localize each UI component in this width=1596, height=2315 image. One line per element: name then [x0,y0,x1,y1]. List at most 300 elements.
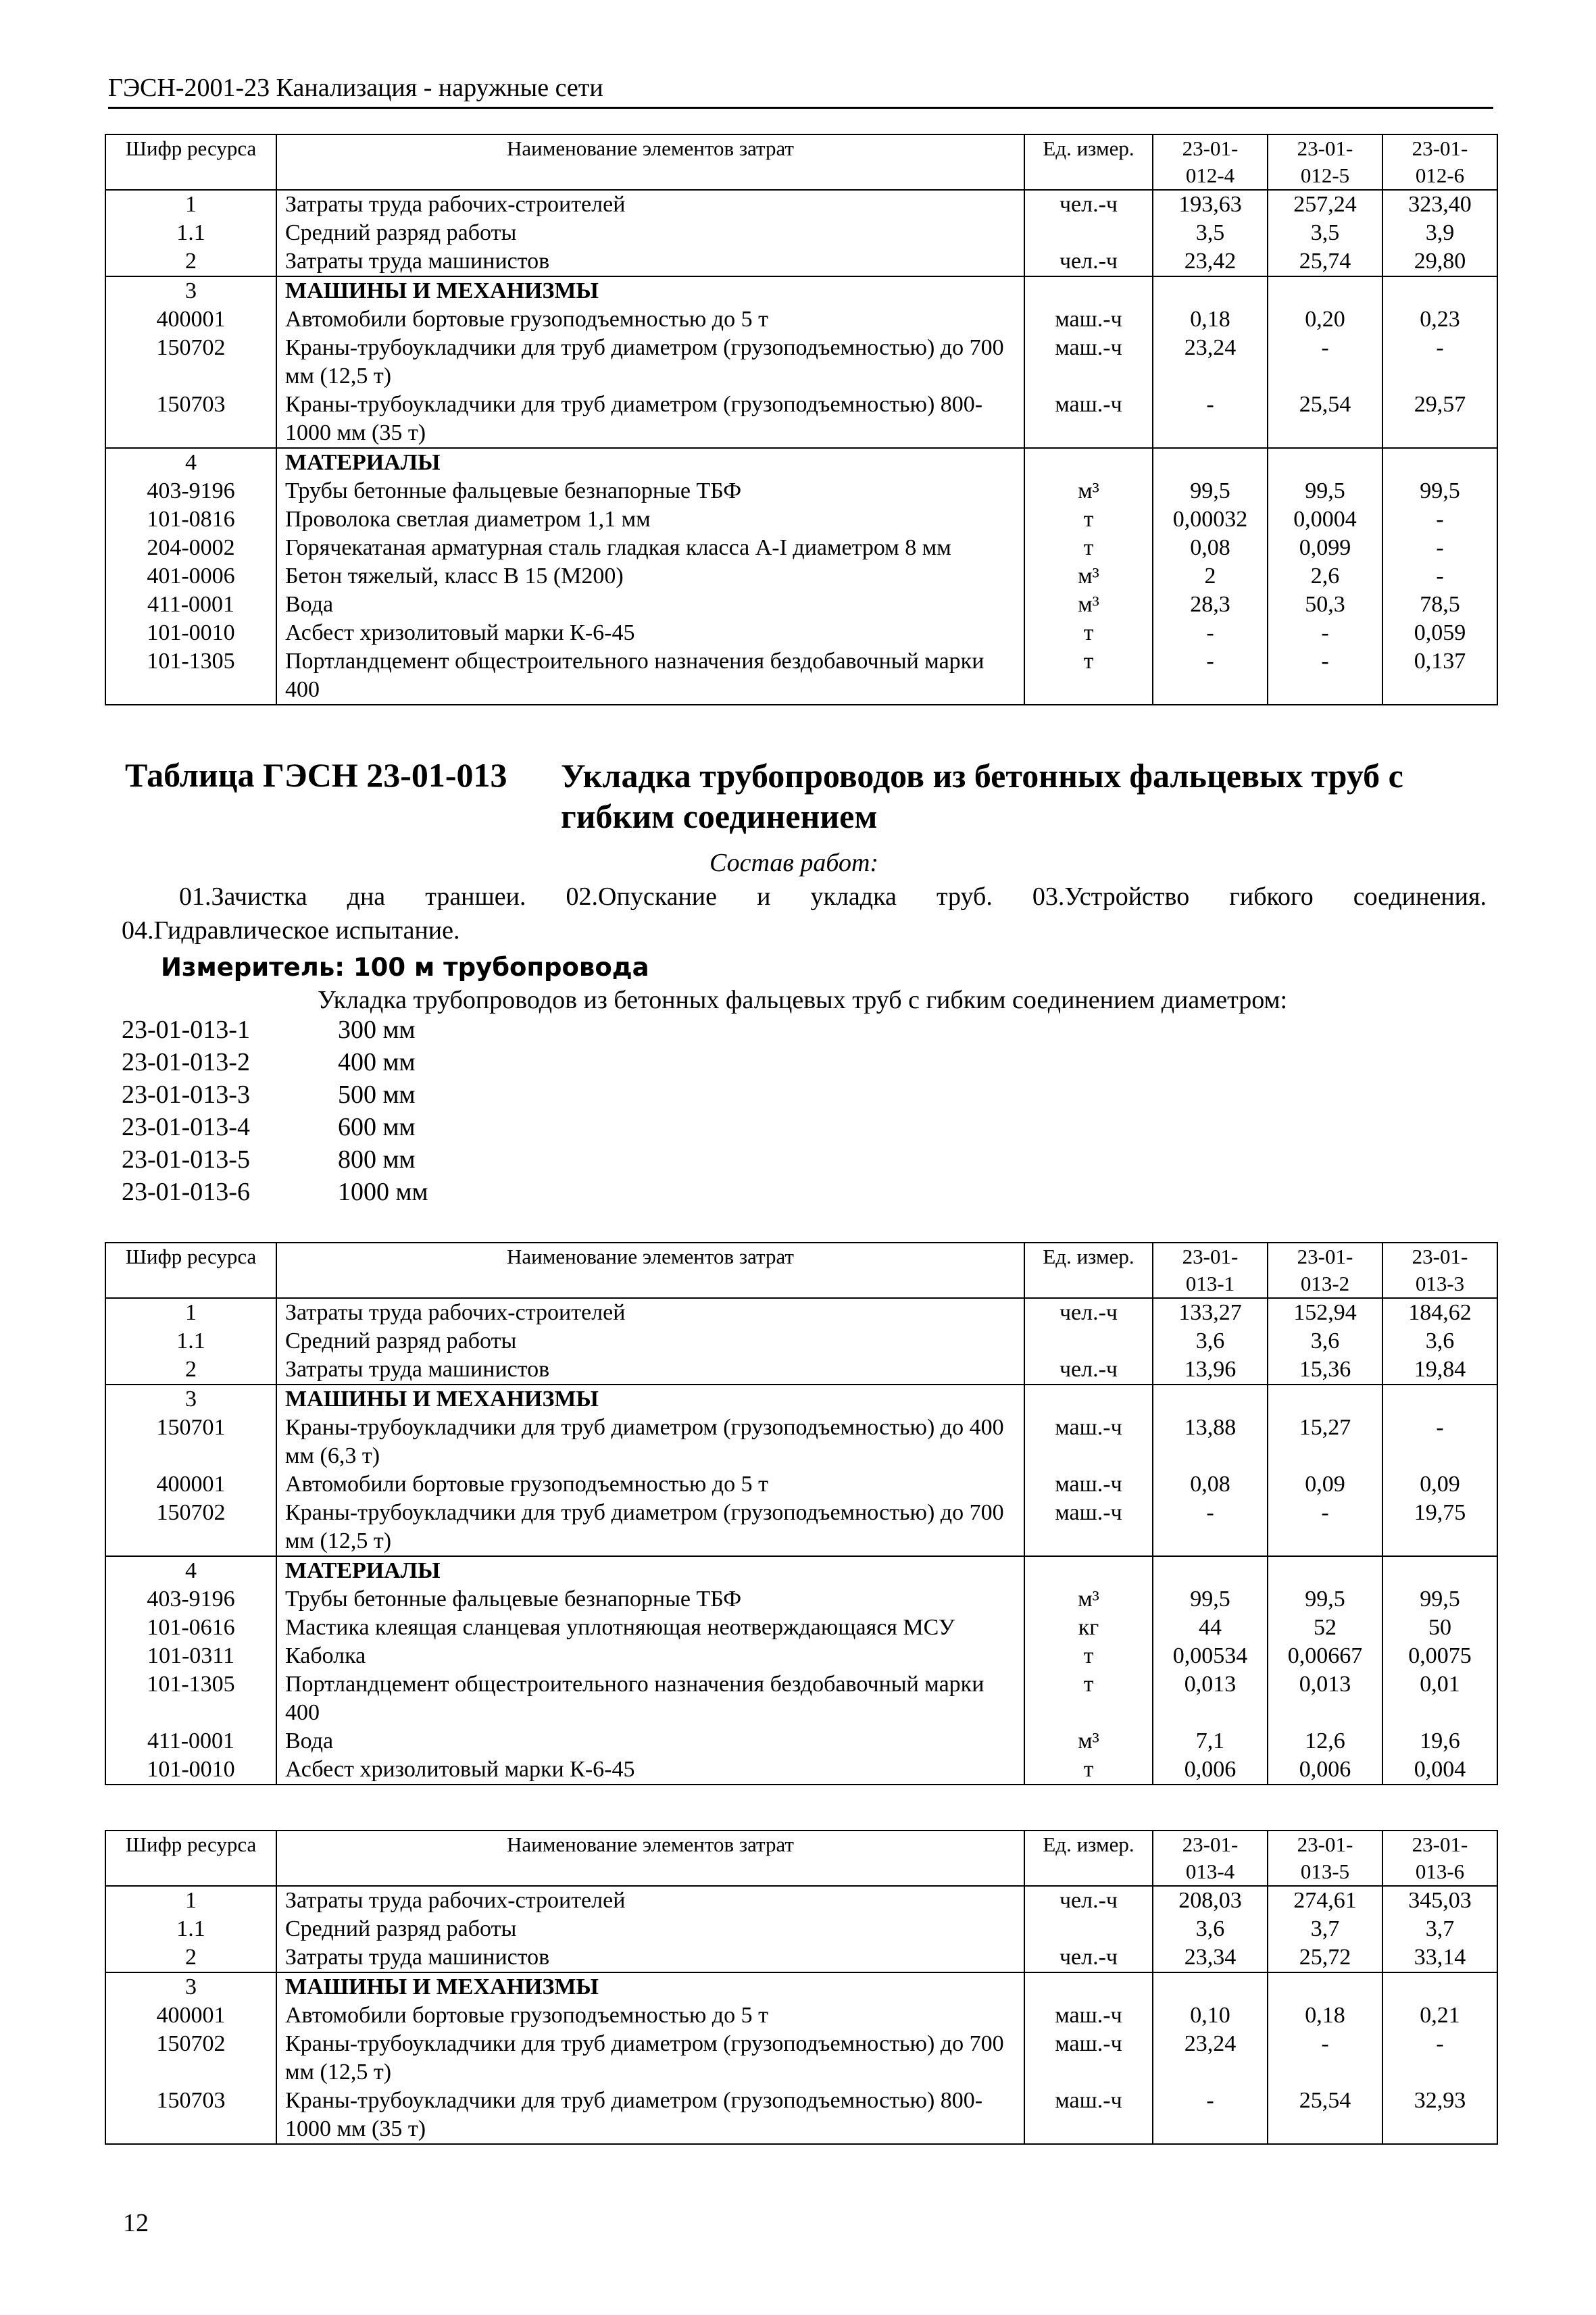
norm-value: 0,18 [1268,2001,1382,2030]
norm-value: 99,5 [1382,477,1497,505]
norm-value [1153,448,1268,477]
resource-table-012 [105,134,1498,705]
table-row [105,1585,1497,1614]
table-row [105,1756,1497,1785]
norm-value: 28,3 [1153,591,1268,619]
resource-name: Трубы бетонные фальцевые безнапорные ТБФ [276,477,1024,505]
resource-name: Затраты труда машинистов [276,1943,1024,1972]
list-item [122,1111,428,1143]
table-row [105,219,1497,247]
norm-value: - [1268,334,1382,391]
unit: чел.-ч [1024,1355,1153,1385]
norm-value: - [1268,619,1382,647]
norm-value: 0,09 [1268,1470,1382,1499]
resource-code: 2 [105,247,276,276]
norm-code: 23-01-013-3 [122,1080,250,1109]
resource-code: 101-0010 [105,619,276,647]
resource-name: Краны-трубоукладчики для труб диаметром (грузоподъемностью) до 700 мм (12,5 т) [276,2030,1024,2087]
norm-value: 33,14 [1382,1943,1497,1972]
section-row [105,1556,1497,1585]
norm-code: 23-01-013-2 [122,1048,250,1076]
resource-code: 101-0010 [105,1756,276,1785]
col-header-name: Наименование элементов затрат [276,134,1024,190]
resource-code: 150702 [105,334,276,391]
norm-value [1153,1972,1268,2001]
norm-value: 0,18 [1153,305,1268,334]
resource-name: Асбест хризолитовый марки К-6-45 [276,619,1024,647]
col-header-name: Наименование элементов затрат [276,1243,1024,1298]
norm-value: 12,6 [1268,1727,1382,1756]
norm-value: 99,5 [1153,477,1268,505]
list-item [122,1143,428,1176]
norm-value: 50,3 [1268,591,1382,619]
norm-value: 0,08 [1153,534,1268,562]
norm-code: 23-01-013-5 [122,1145,250,1174]
norm-value: 99,5 [1153,1585,1268,1614]
norm-diameter: 600 мм [338,1113,416,1141]
table-row [105,2030,1497,2087]
resource-code: 411-0001 [105,591,276,619]
page-number: 12 [123,2209,149,2237]
norm-value [1268,1556,1382,1585]
norm-value: 25,74 [1268,247,1382,276]
unit: т [1024,1642,1153,1670]
col-header-code: Шифр ресурса [105,134,276,190]
table-row [105,1886,1497,1915]
norm-value: 0,013 [1153,1670,1268,1727]
resource-name: Портландцемент общестроительного назначения бездобавочный марки 400 [276,1670,1024,1727]
resource-name: Затраты труда рабочих-строителей [276,1886,1024,1915]
table-row [105,1327,1497,1355]
norm-value: - [1268,647,1382,705]
norm-value: 25,54 [1268,391,1382,448]
table-header-row [105,1831,1497,1886]
norm-value: 0,006 [1153,1756,1268,1785]
measure-description: Укладка трубопроводов из бетонных фальцевых труб с гибким соединением диаметром: [318,986,1288,1014]
norm-value: 274,61 [1268,1886,1382,1915]
resource-name: Краны-трубоукладчики для труб диаметром (грузоподъемностью) до 400 мм (6,3 т) [276,1414,1024,1470]
section-row [105,448,1497,477]
norm-value: 0,10 [1153,2001,1268,2030]
work-composition-text [122,880,1487,947]
norm-value: 193,63 [1153,190,1268,219]
norm-value: 3,7 [1268,1915,1382,1943]
unit: чел.-ч [1024,190,1153,219]
norm-value: 2,6 [1268,562,1382,591]
resource-code: 1.1 [105,1915,276,1943]
unit: маш.-ч [1024,305,1153,334]
norm-value: 25,72 [1268,1943,1382,1972]
norm-value: 3,6 [1153,1327,1268,1355]
norm-value: 0,00667 [1268,1642,1382,1670]
norm-value: 3,5 [1153,219,1268,247]
col-header-norm: 23-01- 012-4 [1153,134,1268,190]
table-row [105,2087,1497,2144]
norm-value [1268,1385,1382,1414]
norm-value: - [1382,562,1497,591]
unit [1024,219,1153,247]
unit: чел.-ч [1024,1298,1153,1327]
resource-name: Автомобили бортовые грузоподъемностью до 5 т [276,305,1024,334]
resource-name: Краны-трубоукладчики для труб диаметром (грузоподъемностью) 800-1000 мм (35 т) [276,2087,1024,2144]
unit [1024,1915,1153,1943]
table-row [105,1642,1497,1670]
unit: т [1024,619,1153,647]
resource-code: 3 [105,276,276,305]
resource-code: 4 [105,448,276,477]
norm-value: 23,24 [1153,334,1268,391]
norm-value: 99,5 [1382,1585,1497,1614]
resource-code: 4 [105,1556,276,1585]
resource-name: Автомобили бортовые грузоподъемностью до 5 т [276,1470,1024,1499]
table-row [105,190,1497,219]
norm-value [1382,1972,1497,2001]
col-header-unit: Ед. измер. [1024,1243,1153,1298]
resource-code: 101-0311 [105,1642,276,1670]
resource-name: МАШИНЫ И МЕХАНИЗМЫ [276,1385,1024,1414]
norm-value: 184,62 [1382,1298,1497,1327]
norm-value: - [1382,334,1497,391]
norm-value: 19,75 [1382,1499,1497,1556]
resource-code: 2 [105,1355,276,1385]
norm-diameter: 400 мм [338,1048,416,1076]
norm-value: 257,24 [1268,190,1382,219]
col-header-code: Шифр ресурса [105,1831,276,1886]
norm-value: 0,0004 [1268,505,1382,534]
resource-code: 101-1305 [105,647,276,705]
norm-value: 7,1 [1153,1727,1268,1756]
norm-value [1268,276,1382,305]
resource-code: 150703 [105,391,276,448]
resource-code: 400001 [105,305,276,334]
unit: маш.-ч [1024,2001,1153,2030]
resource-code: 3 [105,1972,276,2001]
norm-value: 23,24 [1153,2030,1268,2087]
table-row [105,1670,1497,1727]
norm-code: 23-01-013-1 [122,1016,250,1044]
resource-name: Затраты труда рабочих-строителей [276,190,1024,219]
resource-name: Проволока светлая диаметром 1,1 мм [276,505,1024,534]
norm-diameter: 300 мм [338,1016,416,1044]
resource-code: 400001 [105,1470,276,1499]
list-item [122,1176,428,1208]
unit: м³ [1024,562,1153,591]
section-row [105,1972,1497,2001]
resource-name: Краны-трубоукладчики для труб диаметром (грузоподъемностью) 800-1000 мм (35 т) [276,391,1024,448]
norm-value: 23,42 [1153,247,1268,276]
norm-value [1382,1385,1497,1414]
resource-name: Краны-трубоукладчики для труб диаметром (грузоподъемностью) до 700 мм (12,5 т) [276,334,1024,391]
col-header-name: Наименование элементов затрат [276,1831,1024,1886]
unit: маш.-ч [1024,391,1153,448]
norm-value: 3,6 [1382,1327,1497,1355]
table-row [105,247,1497,276]
resource-code: 150703 [105,2087,276,2144]
norm-value: 15,27 [1268,1414,1382,1470]
resource-name: Вода [276,1727,1024,1756]
norm-value: 29,80 [1382,247,1497,276]
resource-name: Средний разряд работы [276,1915,1024,1943]
work-composition-line: 01.Зачистка дна траншеи. 02.Опускание и укладка труб. 03.Устройство гибкого соединения. [179,882,1487,911]
list-item [122,1078,428,1111]
unit: маш.-ч [1024,334,1153,391]
resource-name: Вода [276,591,1024,619]
resource-name: Средний разряд работы [276,219,1024,247]
norm-diameter: 1000 мм [338,1178,428,1206]
list-item [122,1046,428,1078]
unit: чел.-ч [1024,247,1153,276]
unit [1024,1385,1153,1414]
resource-name: Краны-трубоукладчики для труб диаметром (грузоподъемностью) до 700 мм (12,5 т) [276,1499,1024,1556]
norm-value: 44 [1153,1614,1268,1642]
norm-value: 0,0075 [1382,1642,1497,1670]
table-row [105,562,1497,591]
resource-name: Асбест хризолитовый марки К-6-45 [276,1756,1024,1785]
list-item [122,1014,428,1046]
norm-value: 0,137 [1382,647,1497,705]
norm-value: 0,20 [1268,305,1382,334]
unit: т [1024,1670,1153,1727]
table-row [105,1915,1497,1943]
col-header-norm: 23-01- 012-6 [1382,134,1497,190]
resource-name: Средний разряд работы [276,1327,1024,1355]
resource-name: Затраты труда рабочих-строителей [276,1298,1024,1327]
norm-value: 19,6 [1382,1727,1497,1756]
section-row [105,276,1497,305]
norm-value: 0,23 [1382,305,1497,334]
norm-diameter: 800 мм [338,1145,416,1174]
page-header: ГЭСН-2001-23 Канализация - наружные сети [108,73,1493,109]
col-header-norm: 23-01- 013-4 [1153,1831,1268,1886]
table-row [105,2001,1497,2030]
col-header-unit: Ед. измер. [1024,1831,1153,1886]
resource-code: 150702 [105,1499,276,1556]
table-row [105,1470,1497,1499]
norm-value [1153,1385,1268,1414]
table-row [105,477,1497,505]
norm-value: 323,40 [1382,190,1497,219]
resource-table-013-part1 [105,1242,1498,1785]
resource-name: МАШИНЫ И МЕХАНИЗМЫ [276,1972,1024,2001]
norm-value: 13,88 [1153,1414,1268,1470]
resource-code: 1 [105,1298,276,1327]
col-header-norm: 23-01- 013-6 [1382,1831,1497,1886]
unit: маш.-ч [1024,2030,1153,2087]
unit: т [1024,534,1153,562]
norm-value: 152,94 [1268,1298,1382,1327]
table-row [105,647,1497,705]
resource-name: Трубы бетонные фальцевые безнапорные ТБФ [276,1585,1024,1614]
norm-value: - [1153,1499,1268,1556]
norm-value: - [1382,1414,1497,1470]
norm-value [1153,1556,1268,1585]
norm-value [1268,448,1382,477]
resource-code: 403-9196 [105,477,276,505]
work-composition-heading: Состав работ: [709,849,879,877]
col-header-norm: 23-01- 013-5 [1268,1831,1382,1886]
unit: т [1024,1756,1153,1785]
col-header-norm: 23-01- 012-5 [1268,134,1382,190]
norm-value: 0,08 [1153,1470,1268,1499]
norm-value: 0,099 [1268,534,1382,562]
unit [1024,276,1153,305]
resource-code: 204-0002 [105,534,276,562]
unit: м³ [1024,477,1153,505]
resource-name: Затраты труда машинистов [276,247,1024,276]
table-row [105,1727,1497,1756]
norm-value [1268,1972,1382,2001]
norm-value: 25,54 [1268,2087,1382,2144]
norm-value: 208,03 [1153,1886,1268,1915]
resource-name: Мастика клеящая сланцевая уплотняющая неотверждающаяся МСУ [276,1614,1024,1642]
col-header-norm: 23-01- 013-2 [1268,1243,1382,1298]
unit [1024,1556,1153,1585]
norm-value: - [1153,647,1268,705]
norm-value: 50 [1382,1614,1497,1642]
norm-value: 3,6 [1268,1327,1382,1355]
norm-value: - [1153,2087,1268,2144]
norm-code-list [122,1014,428,1208]
resource-code: 1.1 [105,1327,276,1355]
unit: чел.-ч [1024,1886,1153,1915]
resource-name: Каболка [276,1642,1024,1670]
unit: маш.-ч [1024,1499,1153,1556]
resource-code: 403-9196 [105,1585,276,1614]
unit: кг [1024,1614,1153,1642]
resource-name: Автомобили бортовые грузоподъемностью до 5 т [276,2001,1024,2030]
table-title-name: Укладка трубопроводов из бетонных фальцевых труб с гибким соединением [561,757,1403,835]
unit: м³ [1024,1585,1153,1614]
norm-value [1382,1556,1497,1585]
table-row [105,391,1497,448]
norm-value: 0,09 [1382,1470,1497,1499]
resource-code: 150701 [105,1414,276,1470]
norm-value: 99,5 [1268,1585,1382,1614]
norm-code: 23-01-013-4 [122,1113,250,1141]
col-header-unit: Ед. измер. [1024,134,1153,190]
norm-value: 3,7 [1382,1915,1497,1943]
table-row [105,619,1497,647]
table-row [105,534,1497,562]
resource-code: 411-0001 [105,1727,276,1756]
norm-value: - [1268,2030,1382,2087]
unit: маш.-ч [1024,1414,1153,1470]
unit [1024,448,1153,477]
norm-value: 3,6 [1153,1915,1268,1943]
norm-value: 0,01 [1382,1670,1497,1727]
table-row [105,505,1497,534]
resource-name: Портландцемент общестроительного назначения бездобавочный марки 400 [276,647,1024,705]
unit: маш.-ч [1024,2087,1153,2144]
norm-value: 0,006 [1268,1756,1382,1785]
table-row [105,1499,1497,1556]
unit [1024,1327,1153,1355]
norm-value: 133,27 [1153,1298,1268,1327]
norm-value: 0,013 [1268,1670,1382,1727]
norm-value [1382,276,1497,305]
resource-code: 2 [105,1943,276,1972]
norm-diameter: 500 мм [338,1080,416,1109]
norm-value: 99,5 [1268,477,1382,505]
norm-value: - [1382,2030,1497,2087]
norm-value: - [1153,391,1268,448]
resource-code: 101-1305 [105,1670,276,1727]
resource-table-013-part2 [105,1830,1498,2145]
unit: м³ [1024,591,1153,619]
norm-value: 23,34 [1153,1943,1268,1972]
norm-value: 0,059 [1382,619,1497,647]
resource-code: 400001 [105,2001,276,2030]
norm-value: 0,004 [1382,1756,1497,1785]
table-row [105,1298,1497,1327]
unit: т [1024,505,1153,534]
resource-name: МАШИНЫ И МЕХАНИЗМЫ [276,276,1024,305]
norm-code: 23-01-013-6 [122,1178,250,1206]
resource-code: 401-0006 [105,562,276,591]
norm-value: 3,9 [1382,219,1497,247]
table-row [105,1943,1497,1972]
resource-name: МАТЕРИАЛЫ [276,448,1024,477]
table-row [105,334,1497,391]
unit: чел.-ч [1024,1943,1153,1972]
unit: маш.-ч [1024,1470,1153,1499]
norm-value: 19,84 [1382,1355,1497,1385]
table-header-row [105,1243,1497,1298]
resource-code: 1 [105,1886,276,1915]
norm-value: - [1382,505,1497,534]
table-title-number: Таблица ГЭСН 23-01-013 [125,756,507,794]
resource-code: 101-0616 [105,1614,276,1642]
norm-value [1153,276,1268,305]
resource-code: 3 [105,1385,276,1414]
norm-value: 32,93 [1382,2087,1497,2144]
resource-name: МАТЕРИАЛЫ [276,1556,1024,1585]
unit [1024,1972,1153,2001]
norm-value: 0,00534 [1153,1642,1268,1670]
resource-name: Бетон тяжелый, класс В 15 (М200) [276,562,1024,591]
norm-value: 13,96 [1153,1355,1268,1385]
norm-value [1382,448,1497,477]
norm-value: 15,36 [1268,1355,1382,1385]
resource-code: 1.1 [105,219,276,247]
resource-code: 1 [105,190,276,219]
norm-value: 345,03 [1382,1886,1497,1915]
table-row [105,591,1497,619]
resource-name: Горячекатаная арматурная сталь гладкая класса А-I диаметром 8 мм [276,534,1024,562]
norm-value: 29,57 [1382,391,1497,448]
norm-value: - [1268,1499,1382,1556]
table-row [105,305,1497,334]
norm-value: - [1382,534,1497,562]
resource-name: Затраты труда машинистов [276,1355,1024,1385]
norm-value: 78,5 [1382,591,1497,619]
unit: м³ [1024,1727,1153,1756]
resource-code: 101-0816 [105,505,276,534]
col-header-norm: 23-01- 013-1 [1153,1243,1268,1298]
norm-value: 0,21 [1382,2001,1497,2030]
norm-value: 3,5 [1268,219,1382,247]
table-header-row [105,134,1497,190]
norm-value: 0,00032 [1153,505,1268,534]
col-header-code: Шифр ресурса [105,1243,276,1298]
table-row [105,1414,1497,1470]
norm-value: - [1153,619,1268,647]
table-row [105,1355,1497,1385]
measure-unit: Измеритель: 100 м трубопровода [161,953,649,982]
col-header-norm: 23-01- 013-3 [1382,1243,1497,1298]
resource-code: 150702 [105,2030,276,2087]
norm-value: 52 [1268,1614,1382,1642]
